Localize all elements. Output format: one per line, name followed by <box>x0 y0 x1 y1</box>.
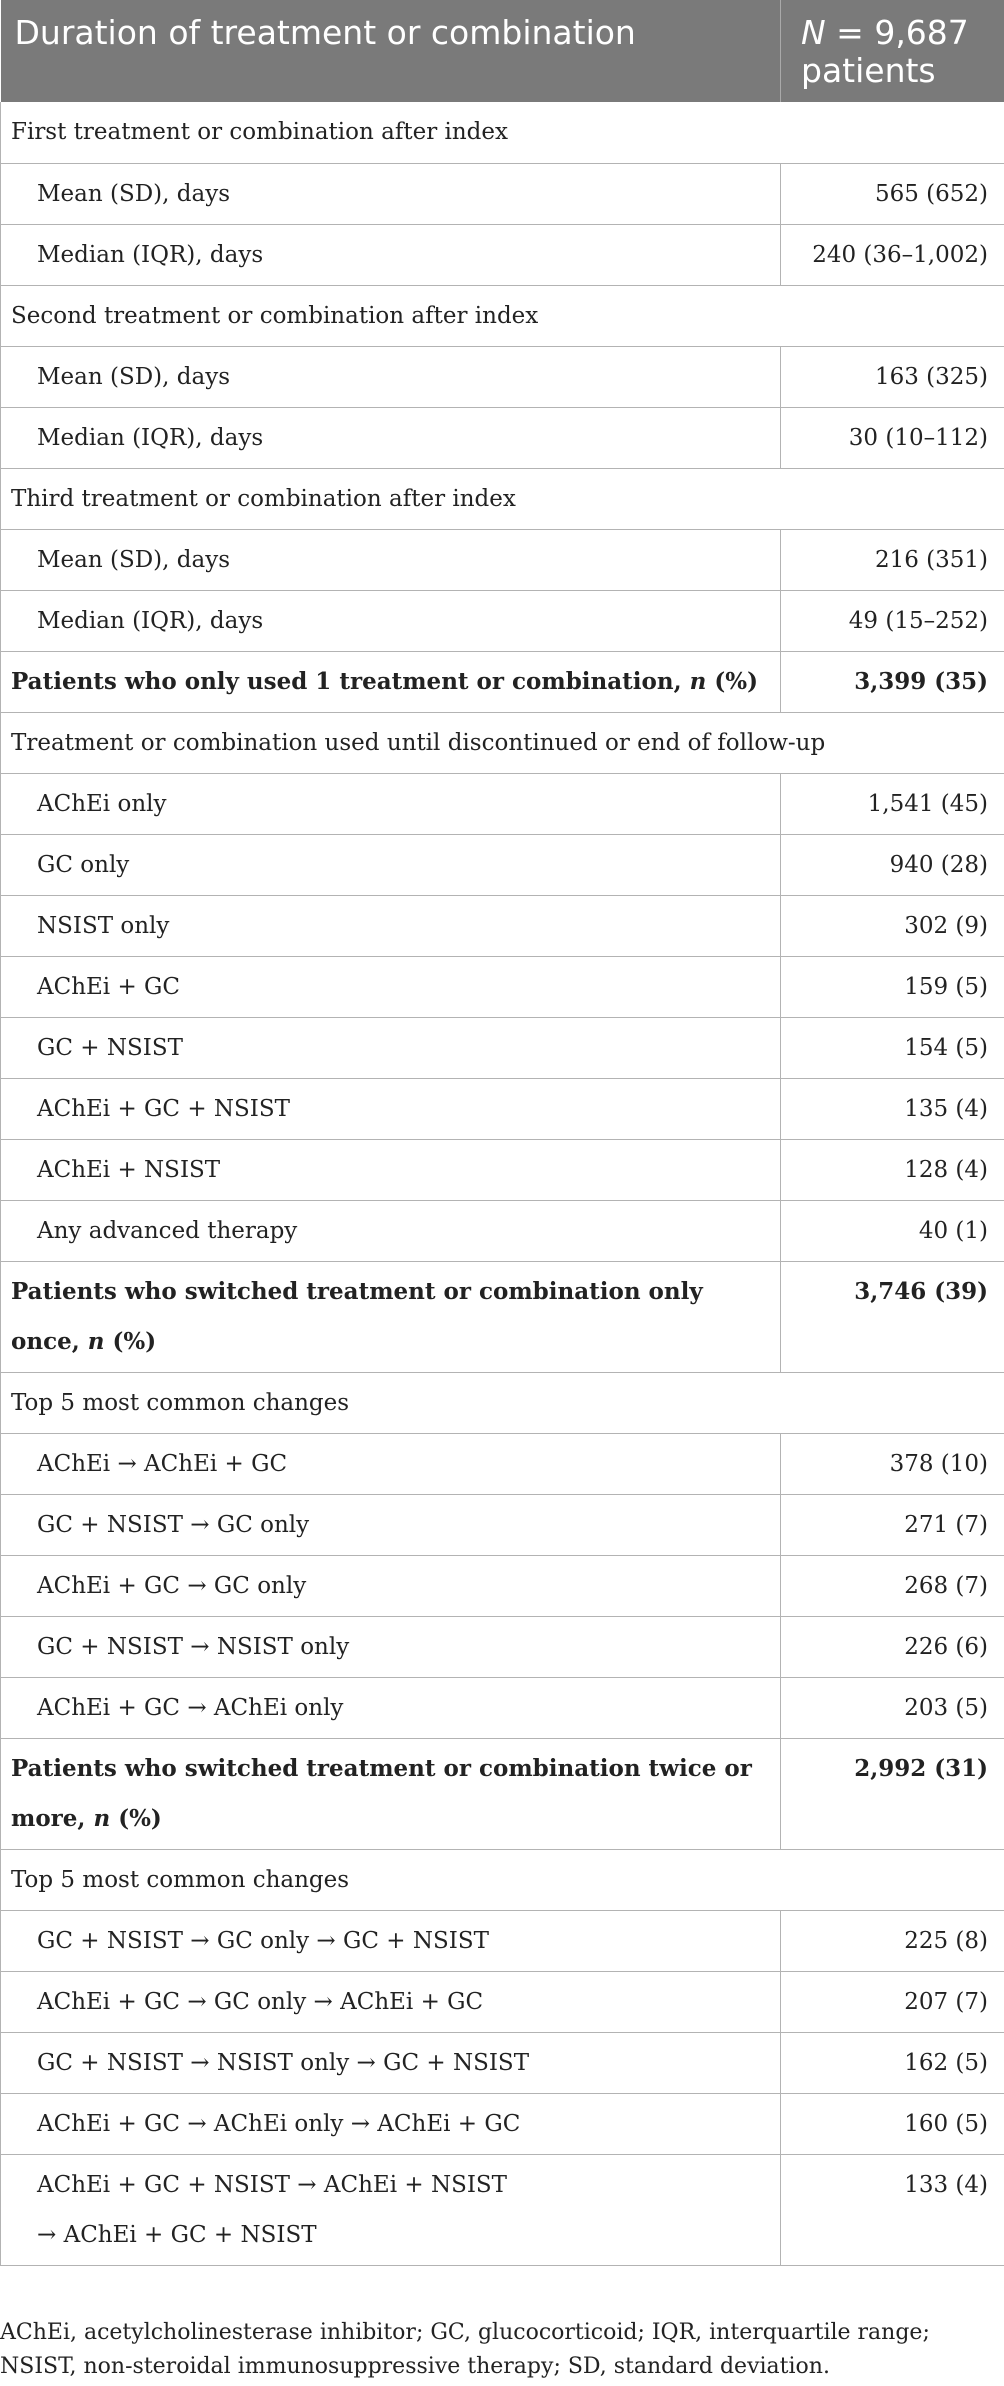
row-label: GC + NSIST → GC only <box>1 1494 781 1555</box>
row-value: 154 (5) <box>781 1017 1004 1078</box>
section-heading: Second treatment or combination after index <box>1 285 1004 346</box>
row-label <box>1 1738 781 1849</box>
table-row <box>1 2093 1004 2154</box>
row-label: AChEi → AChEi + GC <box>1 1433 781 1494</box>
row-label: Median (IQR), days <box>1 224 781 285</box>
table-row <box>1 285 1004 346</box>
table-row <box>1 2154 1004 2265</box>
table-row <box>1 468 1004 529</box>
table-row <box>1 1971 1004 2032</box>
table-row <box>1 224 1004 285</box>
row-label: AChEi + GC + NSIST <box>1 1078 781 1139</box>
header-duration: Duration of treatment or combination <box>1 0 781 102</box>
row-label: AChEi + GC → GC only → AChEi + GC <box>1 1971 781 2032</box>
table-row <box>1 1017 1004 1078</box>
row-value: 163 (325) <box>781 346 1004 407</box>
table-row <box>1 1616 1004 1677</box>
row-value: 2,992 (31) <box>781 1738 1004 1849</box>
row-value: 203 (5) <box>781 1677 1004 1738</box>
row-value: 378 (10) <box>781 1433 1004 1494</box>
table-row <box>1 590 1004 651</box>
header-n-symbol: N <box>801 13 826 52</box>
label-percent: (%) <box>110 1804 162 1832</box>
row-label: GC + NSIST → NSIST only <box>1 1616 781 1677</box>
table-row <box>1 163 1004 224</box>
table-row <box>1 102 1004 163</box>
row-label: Median (IQR), days <box>1 407 781 468</box>
table-row <box>1 1078 1004 1139</box>
row-value: 240 (36–1,002) <box>781 224 1004 285</box>
row-label: Median (IQR), days <box>1 590 781 651</box>
table-row <box>1 407 1004 468</box>
table-row <box>1 1200 1004 1261</box>
label-percent: (%) <box>706 667 758 695</box>
row-label <box>1 2154 781 2265</box>
header-patients <box>781 0 1004 102</box>
table-row <box>1 346 1004 407</box>
label-n-symbol: n <box>689 667 707 695</box>
row-label: GC only <box>1 834 781 895</box>
row-label: Mean (SD), days <box>1 163 781 224</box>
table-row <box>1 1261 1004 1372</box>
section-heading: Top 5 most common changes <box>1 1849 1004 1910</box>
row-value: 162 (5) <box>781 2032 1004 2093</box>
section-heading: Treatment or combination used until discontinued or end of follow-up <box>1 712 1004 773</box>
section-heading: Top 5 most common changes <box>1 1372 1004 1433</box>
row-value: 1,541 (45) <box>781 773 1004 834</box>
row-value: 565 (652) <box>781 163 1004 224</box>
row-label: AChEi only <box>1 773 781 834</box>
row-value: 159 (5) <box>781 956 1004 1017</box>
label-n-symbol: n <box>87 1327 105 1355</box>
row-value: 216 (351) <box>781 529 1004 590</box>
row-value: 268 (7) <box>781 1555 1004 1616</box>
row-value: 226 (6) <box>781 1616 1004 1677</box>
row-label: AChEi + GC → AChEi only → AChEi + GC <box>1 2093 781 2154</box>
row-label <box>1 651 781 712</box>
section-heading: First treatment or combination after index <box>1 102 1004 163</box>
header-n-count: = 9,687 patients <box>801 13 969 90</box>
row-label: AChEi + GC → GC only <box>1 1555 781 1616</box>
table-row <box>1 1555 1004 1616</box>
table-row <box>1 1849 1004 1910</box>
label-text: Patients who switched treatment or combination only once, <box>11 1277 703 1355</box>
table-row <box>1 1372 1004 1433</box>
row-label: GC + NSIST <box>1 1017 781 1078</box>
table-row <box>1 956 1004 1017</box>
table-row <box>1 895 1004 956</box>
label-n-symbol: n <box>93 1804 111 1832</box>
table-row <box>1 651 1004 712</box>
row-value: 940 (28) <box>781 834 1004 895</box>
row-value: 49 (15–252) <box>781 590 1004 651</box>
row-value: 3,399 (35) <box>781 651 1004 712</box>
label-text: Patients who switched treatment or combination twice or more, <box>11 1754 752 1832</box>
row-value: 133 (4) <box>781 2154 1004 2265</box>
row-label: AChEi + GC → AChEi only <box>1 1677 781 1738</box>
table-row <box>1 2032 1004 2093</box>
row-value: 302 (9) <box>781 895 1004 956</box>
label-percent: (%) <box>104 1327 157 1355</box>
table-body <box>1 102 1004 2265</box>
table-row <box>1 1738 1004 1849</box>
row-value: 128 (4) <box>781 1139 1004 1200</box>
table-row <box>1 1494 1004 1555</box>
table-row <box>1 834 1004 895</box>
label-line-2: → AChEi + GC + NSIST <box>37 2221 317 2248</box>
row-label: Mean (SD), days <box>1 529 781 590</box>
table-row <box>1 712 1004 773</box>
row-value: 160 (5) <box>781 2093 1004 2154</box>
table-row <box>1 773 1004 834</box>
table-row <box>1 1139 1004 1200</box>
section-heading: Third treatment or combination after index <box>1 468 1004 529</box>
label-line-1: AChEi + GC + NSIST → AChEi + NSIST <box>37 2171 508 2198</box>
row-label: NSIST only <box>1 895 781 956</box>
table-row <box>1 1677 1004 1738</box>
row-value: 135 (4) <box>781 1078 1004 1139</box>
row-value: 30 (10–112) <box>781 407 1004 468</box>
table-row <box>1 1910 1004 1971</box>
table-header <box>1 0 1004 102</box>
row-label: AChEi + GC <box>1 956 781 1017</box>
row-value: 3,746 (39) <box>781 1261 1004 1372</box>
table-row <box>1 529 1004 590</box>
table-footnote: AChEi, acetylcholinesterase inhibitor; GC, glucocorticoid; IQR, interquartile range; NSIST, non-steroidal immunosuppressive therapy; SD, standard deviation. <box>0 2320 930 2379</box>
row-label: GC + NSIST → NSIST only → GC + NSIST <box>1 2032 781 2093</box>
row-label: GC + NSIST → GC only → GC + NSIST <box>1 1910 781 1971</box>
table-row <box>1 1433 1004 1494</box>
row-label: AChEi + NSIST <box>1 1139 781 1200</box>
row-value: 40 (1) <box>781 1200 1004 1261</box>
row-value: 207 (7) <box>781 1971 1004 2032</box>
row-label <box>1 1261 781 1372</box>
row-label: Mean (SD), days <box>1 346 781 407</box>
row-label: Any advanced therapy <box>1 1200 781 1261</box>
label-text: Patients who only used 1 treatment or combination, <box>11 667 690 695</box>
row-value: 271 (7) <box>781 1494 1004 1555</box>
row-value: 225 (8) <box>781 1910 1004 1971</box>
